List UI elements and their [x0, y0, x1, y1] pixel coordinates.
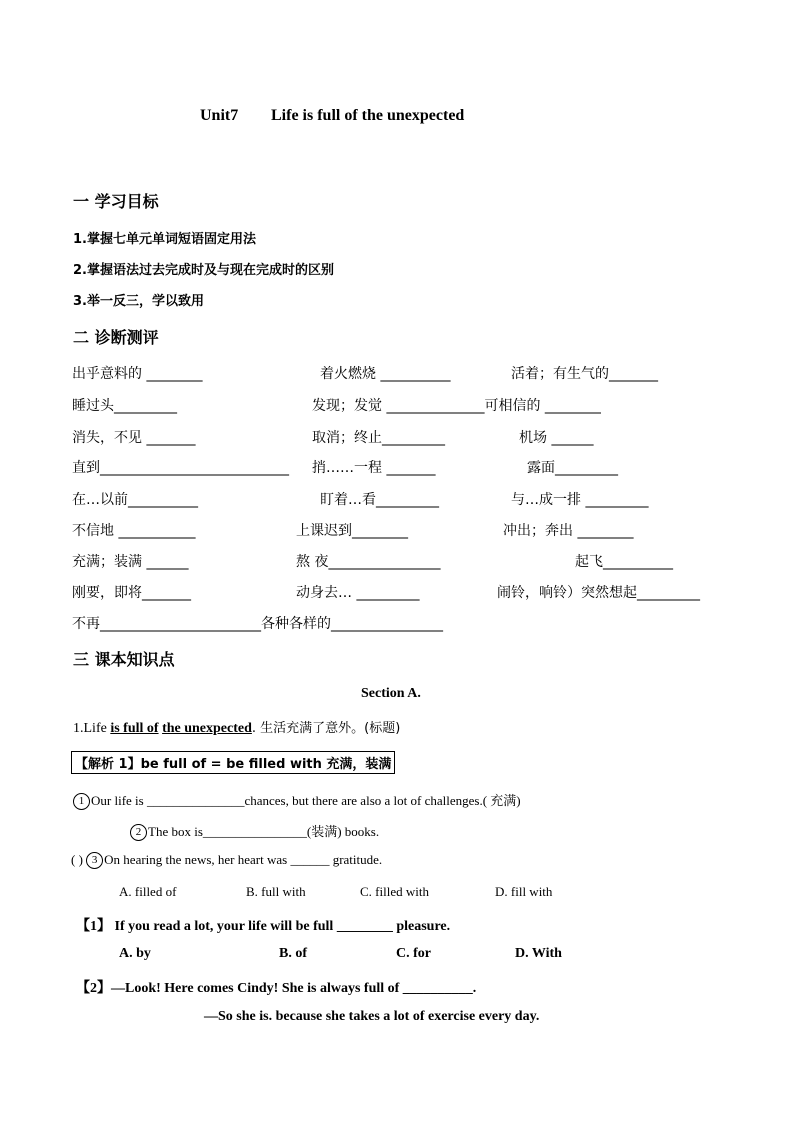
- analysis-1: 【解析 1】be full of = be filled with 充满，装满: [71, 751, 395, 774]
- exercise-1: 1 Our life is _______________chances, but there are also a lot of challenges.( 充满): [73, 790, 521, 810]
- question-2: 【2】—Look! Here comes Cindy! She is always full of __________.: [76, 981, 477, 996]
- question-1-option-b: B. of: [279, 946, 307, 961]
- goal-2: 2.掌握语法过去完成时及与现在完成时的区别: [73, 263, 334, 278]
- vocab-item: 机场 ______: [519, 430, 594, 446]
- page-title: Life is full of the unexpected: [271, 107, 465, 124]
- section-a-label: Section A.: [361, 686, 421, 701]
- vocab-item: 刚要，即将_______: [72, 585, 191, 601]
- section1-heading: 一 学习目标: [73, 192, 159, 211]
- vocab-item: 充满；装满 ______: [72, 554, 189, 570]
- exercise-3-option-b: B. full with: [246, 884, 306, 899]
- vocab-item: 活着；有生气的_______: [511, 366, 658, 382]
- unit-label: Unit7: [200, 107, 239, 124]
- vocab-item: 与…成一排 _________: [511, 492, 649, 508]
- goal-1: 1.掌握七单元单词短语固定用法: [73, 232, 256, 247]
- vocab-item: 取消；终止_________: [312, 430, 445, 446]
- vocab-item: 捎……一程 _______: [312, 460, 436, 476]
- question-1: 【1】 If you read a lot, your life will be full ________ pleasure.: [76, 919, 451, 934]
- vocab-item: 盯着…看_________: [320, 492, 439, 508]
- vocab-item: 动身去… _________: [296, 585, 420, 601]
- vocab-item: 直到___________________________: [72, 460, 289, 476]
- exercise-3-option-a: A. filled of: [119, 884, 177, 899]
- vocab-item: 消失，不见 _______: [72, 430, 196, 446]
- vocab-item: 不再_______________________各种各样的________________: [72, 616, 443, 632]
- vocab-item: 起飞__________: [575, 554, 673, 570]
- question-2-reply: —So she is. because she takes a lot of exercise every day.: [204, 1009, 540, 1024]
- vocab-item: 出乎意料的 ________: [72, 366, 203, 382]
- exercise-3: ( ) 3 On hearing the news, her heart was ______ gratitude.: [71, 852, 383, 867]
- vocab-item: 冲出；奔出 ________: [503, 523, 634, 539]
- vocab-item: 在…以前__________: [72, 492, 198, 508]
- exercise-3-option-d: D. fill with: [495, 884, 553, 899]
- exercise-3-option-c: C. filled with: [360, 884, 429, 899]
- vocab-item: 熬 夜________________: [296, 554, 441, 570]
- question-1-option-a: A. by: [119, 946, 151, 961]
- vocab-item: 着火燃烧 __________: [320, 366, 451, 382]
- section3-heading: 三 课本知识点: [73, 650, 175, 669]
- exercise-2: 2 The box is________________(装满) books.: [130, 821, 379, 841]
- vocab-item: 闹铃，响铃）突然想起_________: [497, 585, 700, 601]
- vocab-item: 不信地 ___________: [72, 523, 196, 539]
- goal-3: 3.举一反三，学以致用: [73, 294, 204, 309]
- question-1-option-d: D. With: [515, 946, 562, 961]
- question-1-option-c: C. for: [396, 946, 431, 961]
- vocab-item: 上课迟到________: [296, 523, 408, 539]
- vocab-item: 露面_________: [527, 460, 618, 476]
- vocab-item: 发现；发觉 ______________可相信的 ________: [312, 398, 601, 414]
- vocab-item: 睡过头_________: [72, 398, 177, 414]
- point-1: 1.Life is full of the unexpected. 生活充满了意外。(标题): [73, 721, 401, 736]
- section2-heading: 二 诊断测评: [73, 328, 159, 347]
